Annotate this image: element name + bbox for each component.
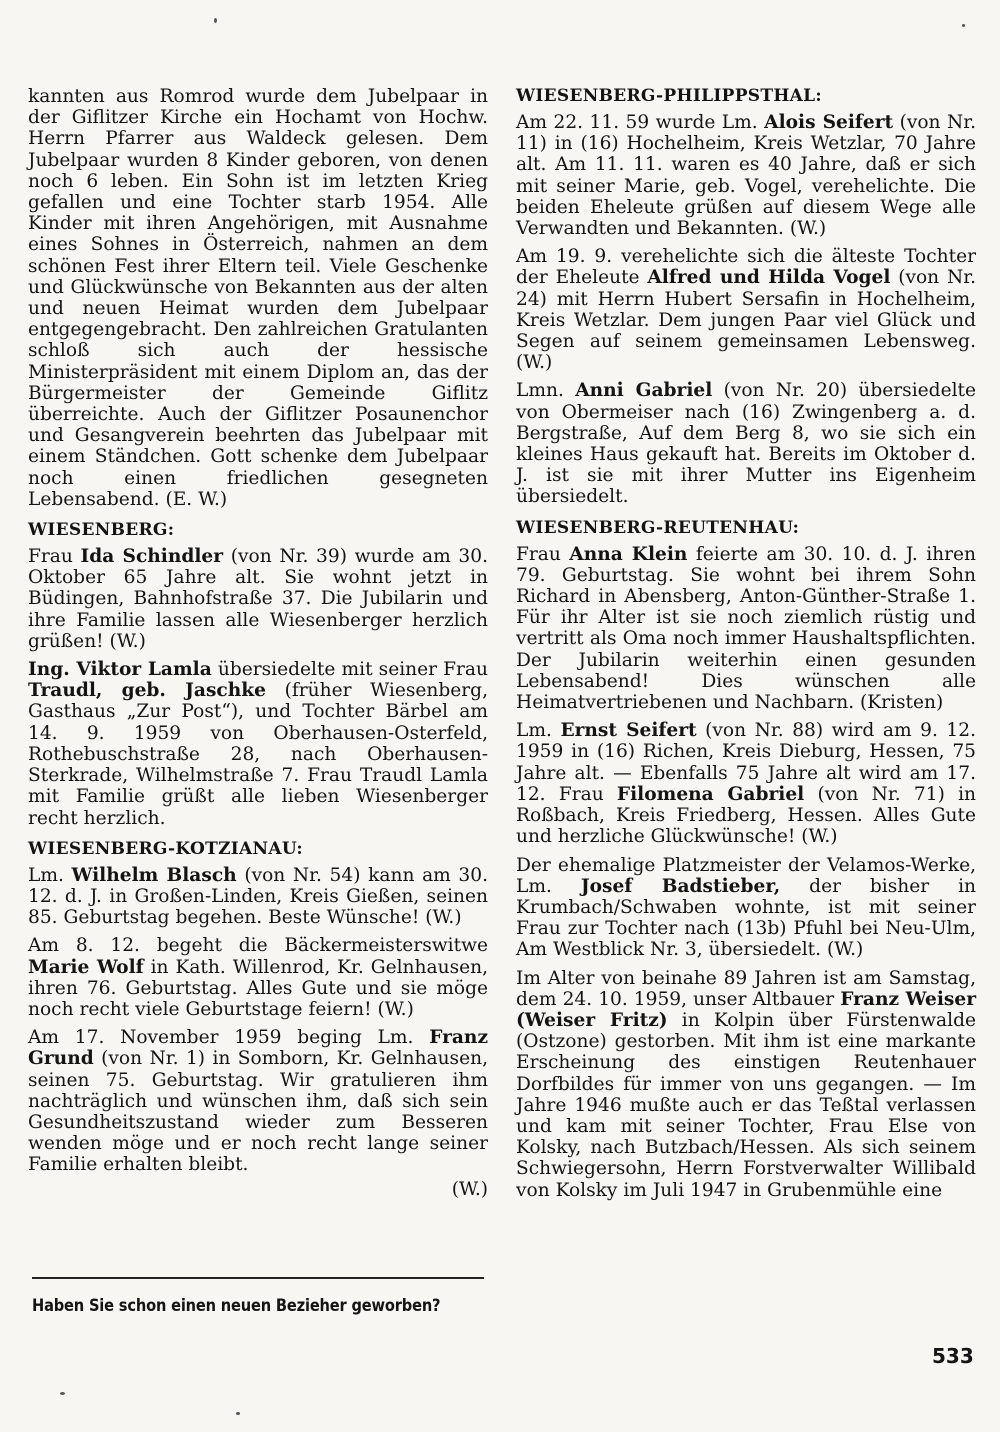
page-number: 533: [932, 1344, 974, 1368]
right-column: [516, 86, 976, 1208]
print-speck: [962, 24, 965, 27]
left-column: [28, 86, 488, 1200]
article-paragraph: Frau Ida Schindler (von Nr. 39) wurde am 30. Oktober 65 Jahre alt. Sie wohnt jetzt in Büdingen, Bahnhofstraße 37. Die Jubilarin und ihre Familie lassen alle Wiesenberger herzlich grüßen! (W.): [28, 546, 488, 652]
article-paragraph: Im Alter von beinahe 89 Jahren ist am Samstag, dem 24. 10. 1959, unser Altbauer Franz Weiser (Weiser Fritz) in Kolpin über Fürstenwalde (Ostzone) gestorben. Mit ihm ist eine markante Erscheinung des einstigen Reutenhauer Dorfbildes für immer von uns gegangen. — Im Jahre 1946 mußte auch er das Teßtal verlassen und kam mit seiner Tochter, Frau Else von Kolsky, nach Butzbach/Hessen. Als sich seinem Schwiegersohn, Herrn Forstverwalter Willibald von Kolsky im Juli 1947 in Grubenmühle eine: [516, 967, 976, 1201]
article-paragraph: Lm. Wilhelm Blasch (von Nr. 54) kann am 30. 12. d. J. in Großen-Linden, Kreis Gießen, seinen 85. Geburtstag begehen. Beste Wünsche! (W.): [28, 864, 488, 929]
print-speck: [214, 18, 217, 23]
article-paragraph: Der ehemalige Platzmeister der Velamos-Werke, Lm. Josef Badstieber, der bisher in Krumbach/Schwaben wohnte, ist mit seiner Frau zur Tochter nach (13b) Pfuhl bei Neu-Ulm, Am Westblick Nr. 3, übersiedelt. (W.): [516, 854, 976, 961]
article-paragraph: Ing. Viktor Lamla übersiedelte mit seiner Frau Traudl, geb. Jaschke (früher Wiesenberg, Gasthaus „Zur Post“), und Tochter Bärbel am 14. 9. 1959 von Oberhausen-Osterfeld, Rothebuschstraße 28, nach Oberhausen-Sterkrade, Wilhelmstraße 7. Frau Traudl Lamla mit Familie grüßt alle lieben Wiesenberger recht herzlich.: [28, 659, 488, 829]
article-paragraph: Am 22. 11. 59 wurde Lm. Alois Seifert (von Nr. 11) in (16) Hochelheim, Kreis Wetzlar, 70 Jahre alt. Am 11. 11. waren es 40 Jahre, daß er sich mit seiner Marie, geb. Vogel, verehelichte. Die beiden Eheleute grüßen auf diesem Wege alle Verwandten und Bekannten. (W.): [516, 112, 976, 240]
advert-line: Haben Sie schon einen neuen Bezieher geworben?: [32, 1296, 441, 1316]
section-heading-philippsthal: WIESENBERG-PHILIPPSTHAL:: [516, 86, 822, 106]
section-heading-reutenhau: WIESENBERG-REUTENHAU:: [516, 517, 800, 538]
article-paragraph: Lmn. Anni Gabriel (von Nr. 20) übersiedelte von Obermeiser nach (16) Zwingenberg a. d. Bergstraße, Auf dem Berg 8, wo sie sich ein kleines Haus gekauft hat. Bereits im Oktober d. J. ist sie mit ihrer Mutter ins Eigenheim übersiedelt.: [516, 380, 976, 508]
article-paragraph: Am 17. November 1959 beging Lm. Franz Grund (von Nr. 1) in Somborn, Kr. Gelnhausen, seinen 75. Geburtstag. Wir gratulieren ihm nachträglich und wünschen ihm, daß sich sein Gesundheitszustand wieder zum Besseren wenden möge und er noch recht lange seiner Familie erhalten bleibt.: [28, 1027, 488, 1176]
section-heading-wiesenberg: WIESENBERG:: [28, 520, 175, 541]
print-speck: [60, 1392, 65, 1395]
print-speck: [236, 1412, 240, 1415]
article-paragraph: Am 8. 12. begeht die Bäckermeisterswitwe Marie Wolf in Kath. Willenrod, Kr. Gelnhausen, ihren 76. Geburtstag. Alles Gute und sie möge noch recht viele Geburtstage feiern! (W.): [28, 935, 488, 1020]
divider-rule: [32, 1277, 484, 1279]
article-paragraph: Frau Anna Klein feierte am 30. 10. d. J. ihren 79. Geburtstag. Sie wohnt bei ihrem Sohn Richard in Abensberg, Anton-Günther-Straße 1. Für ihr Alter ist sie noch ziemlich rüstig und vertritt als Oma noch immer Haushaltspflichten. Der Jubilarin weiterhin einen gesunden Lebensabend! Dies wünschen alle Heimatvertriebenen und Nachbarn. (Kristen): [516, 543, 976, 714]
intro-paragraph: kannten aus Romrod wurde dem Jubelpaar in der Giflitzer Kirche ein Hochamt von Hochw. Herrn Pfarrer aus Waldeck gelesen. Dem Jubelpaar wurden 8 Kinder geboren, von denen noch 6 leben. Ein Sohn ist im letzten Krieg gefallen und eine Tochter starb 1954. Alle Kinder mit ihren Angehörigen, mit Ausnahme eines Sohnes in Österreich, nahmen an dem schönen Fest ihrer Eltern teil. Viele Geschenke und Glückwünsche von Bekannten aus der alten und neuen Heimat wurden dem Jubelpaar entgegengebracht. Den zahlreichen Gratulanten schloß sich auch der hessische Ministerpräsident mit einem Diplom an, das der Bürgermeister der Gemeinde Giflitz überreichte. Auch der Giflitzer Posaunenchor und Gesangverein beehrten das Jubelpaar mit einem Ständchen. Gott schenke dem Jubelpaar noch einen friedlichen gesegneten Lebensabend. (E. W.): [28, 86, 488, 510]
signature: (W.): [451, 1178, 488, 1200]
section-heading-kotzianau: WIESENBERG-KOTZIANAU:: [28, 838, 303, 859]
article-paragraph: Am 19. 9. verehelichte sich die älteste Tochter der Eheleute Alfred und Hilda Vogel (von Nr. 24) mit Herrn Hubert Sersafin in Hochelheim, Kreis Wetzlar. Dem jungen Paar viel Glück und Segen auf seinem gemeinsamen Lebensweg. (W.): [516, 246, 976, 374]
article-paragraph: Lm. Ernst Seifert (von Nr. 88) wird am 9. 12. 1959 in (16) Richen, Kreis Dieburg, Hessen, 75 Jahre alt. — Ebenfalls 75 Jahre alt wird am 17. 12. Frau Filomena Gabriel (von Nr. 71) in Roßbach, Kreis Friedberg, Hessen. Alles Gute und herzliche Glückwünsche! (W.): [516, 720, 976, 848]
